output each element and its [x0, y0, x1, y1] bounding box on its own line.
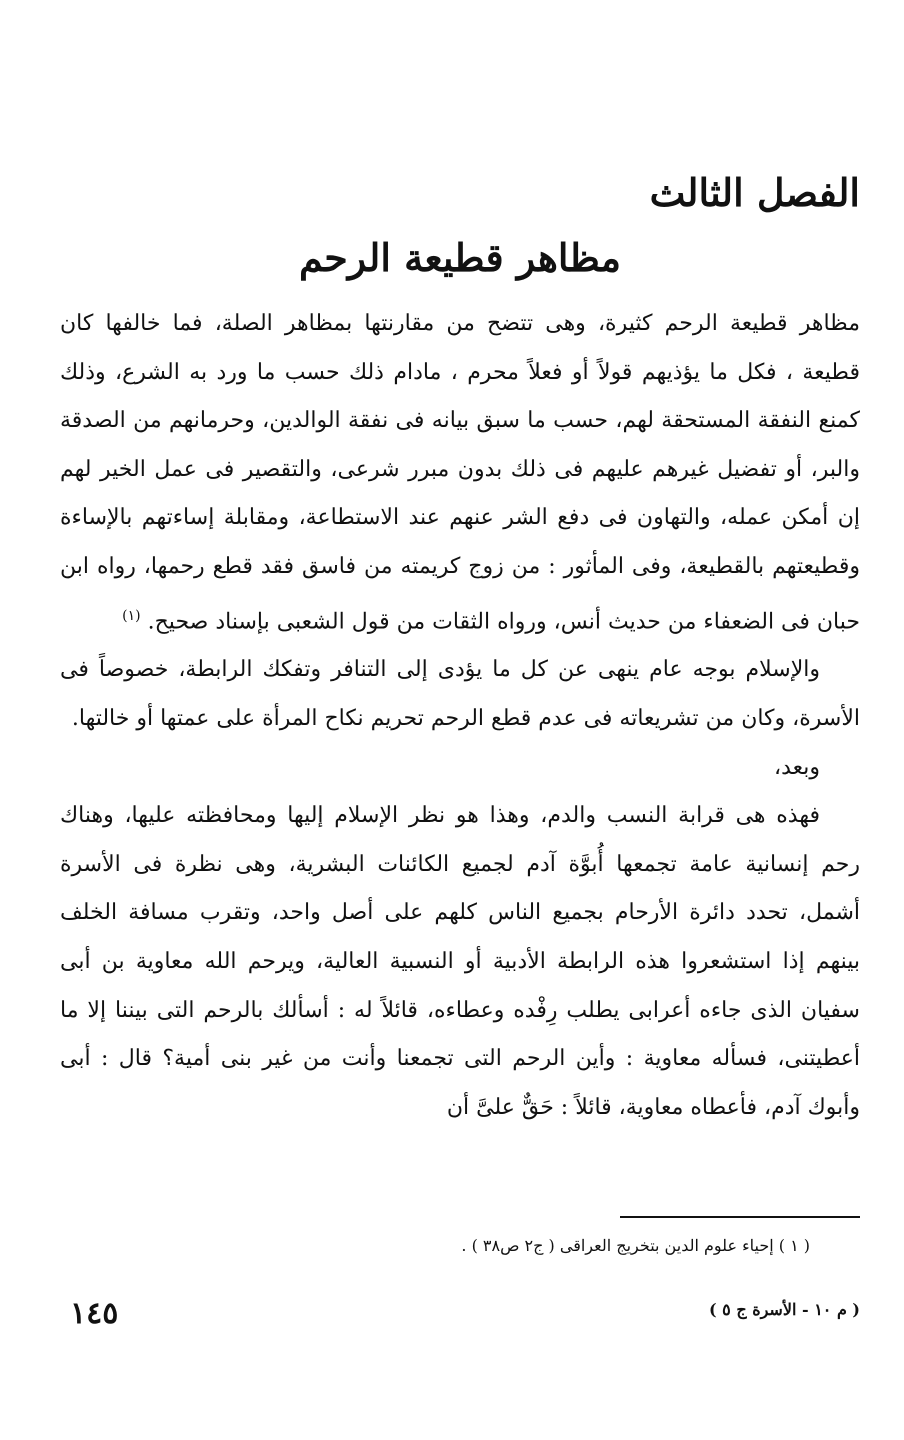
chapter-title: مظاهر قطيعة الرحم — [299, 235, 621, 280]
chapter-label: الفصل الثالث — [649, 170, 860, 215]
paragraph-1-text: مظاهر قطيعة الرحم كثيرة، وهى تتضح من مقارنتها بمظاهر الصلة، فما خالفها كان قطيعة ، فكل ما يؤذيهم قولاً أو فعلاً محرم ، مادام ذلك حسب ما ورد به الشرع، وذلك كمنع النفقة المستحقة لهم، حسب ما سبق بيانه فى نفقة الوالدين، وحرمانهم من الصدقة والبر، أو تفضيل غيرهم عليهم فى ذلك بدون مبرر شرعى، والتقصير فى عمل الخير لهم إن أمكن عمله، والتهاون فى دفع الشر عنهم عند الاستطاعة، ومقابلة إساءتهم بالإساءة وقطيعتهم بالقطيعة، وفى المأثور : من زوج كريمته من فاسق فقد قطع رحمها، رواه ابن حبان فى الضعفاء من حديث أنس، ورواه الثقات من قول الشعبى بإسناد صحيح. — [60, 311, 860, 634]
series-mark: ( م ١٠ - الأسرة ج ٥ ) — [709, 1300, 860, 1319]
book-page — [60, 0, 860, 1440]
footnote: ( ١ ) إحياء علوم الدين بتخريج العراقى ( ج٢ ص٣٨ ) . — [461, 1236, 810, 1255]
paragraph-2: والإسلام بوجه عام ينهى عن كل ما يؤدى إلى التنافر وتفكك الرابطة، خصوصاً فى الأسرة، وكان من تشريعاته فى عدم قطع الرحم تحريم نكاح المرأة على عمتها أو خالتها. — [60, 657, 860, 732]
paragraph-4: فهذه هى قرابة النسب والدم، وهذا هو نظر الإسلام إليها ومحافظته عليها، وهناك رحم إنسانية عامة تجمعها أُبوَّة آدم لجميع الكائنات البشرية، وهى نظرة فى الأسرة أشمل، تحدد دائرة الأرحام بجميع الناس كلهم على أصل واحد، وتقرب مسافة الخلف بينهم إذا استشعروا هذه الرابطة الأدبية أو النسبية العالية، ويرحم الله معاوية بن أبى سفيان الذى جاءه أعرابى يطلب رِفْده وعطاءه، قائلاً له : أسألك بالرحم التى بيننا إلا ما أعطيتنى، فسأله معاوية : وأين الرحم التى تجمعنا وأنت من غير بنى أمية؟ قال : أبى وأبوك آدم، فأعطاه معاوية، قائلاً : حَقٌّ علىَّ أن — [60, 803, 860, 1120]
page-number: ١٤٥ — [70, 1296, 119, 1331]
footnote-reference: (١) — [122, 607, 141, 624]
paragraph-1 — [60, 300, 860, 646]
footnote-divider — [620, 1216, 860, 1218]
paragraph-3: وبعد، — [773, 754, 820, 780]
page-footer — [60, 1296, 860, 1336]
body-text — [60, 300, 860, 1132]
